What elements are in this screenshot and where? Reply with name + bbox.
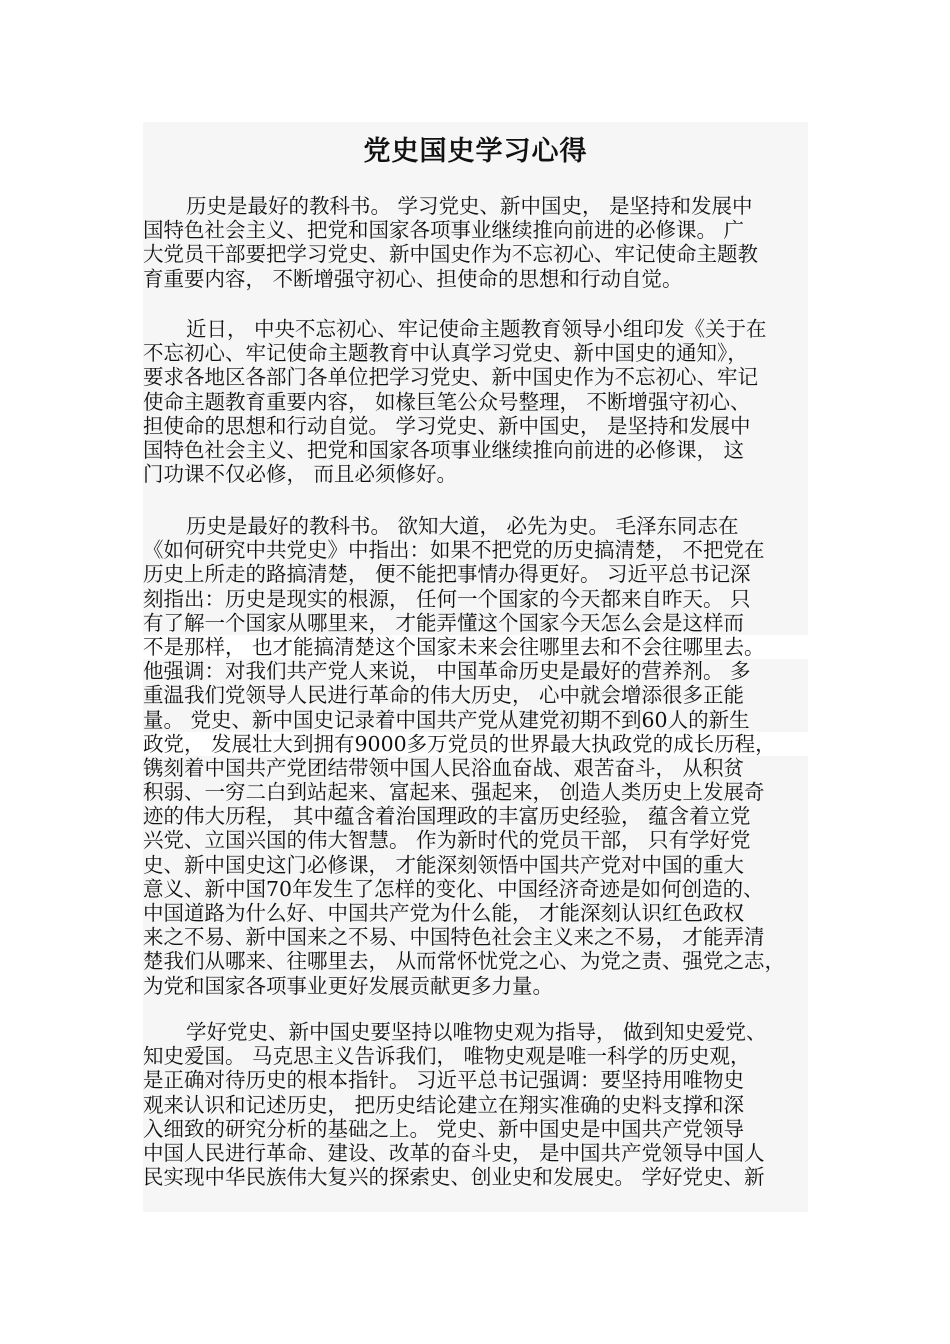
text-line: 育重要内容， 不断增强守初心、担使命的思想和行动自觉。 xyxy=(143,266,683,291)
text-line: 《如何研究中共党史》中指出：如果不把党的历史搞清楚， 不把党在 xyxy=(143,538,765,563)
text-line: 观来认识和记述历史， 把历史结论建立在翔实准确的史料支撑和深 xyxy=(143,1092,745,1117)
text-line: 他强调：对我们共产党人来说， 中国革命历史是最好的营养剂。 多 xyxy=(143,659,751,684)
text-line: 历史是最好的教科书。 欲知大道， 必先为史。 毛泽东同志在 xyxy=(186,514,739,538)
text-line: 知史爱国。 马克思主义告诉我们， 唯物史观是唯一科学的历史观， xyxy=(143,1044,751,1069)
text-line: 刻指出：历史是现实的根源， 任何一个国家的今天都来自昨天。 只 xyxy=(143,586,751,611)
text-line: 入细致的研究分析的基础之上。 党史、新中国史是中国共产党领导 xyxy=(143,1116,745,1141)
text-line: 国特色社会主义、把党和国家各项事业继续推向前进的必修课， 这 xyxy=(143,437,745,462)
text-line: 学好党史、新中国史要坚持以唯物史观为指导， 做到知史爱党、 xyxy=(186,1020,767,1044)
text-line: 量。 党史、新中国史记录着中国共产党从建党初期不到60人的新生 xyxy=(143,707,750,732)
text-line: 有了解一个国家从哪里来， 才能弄懂这个国家今天怎么会是这样而 xyxy=(143,610,745,635)
text-line: 中国道路为什么好、中国共产党为什么能， 才能深刻认识红色政权 xyxy=(143,901,745,925)
text-line: 不是那样， 也才能搞清楚这个国家未来会往哪里去和不会往哪里去。 xyxy=(143,635,808,659)
text-line: 为党和国家各项事业更好发展贡献更多力量。 xyxy=(143,973,553,998)
text-line: 使命主题教育重要内容， 如椽巨笔公众号整理， 不断增强守初心、 xyxy=(143,389,751,414)
text-line: 民实现中华民族伟大复兴的探索史、创业史和发展史。 学好党史、新 xyxy=(143,1165,765,1190)
text-line: 政党， 发展壮大到拥有9000多万党员的世界最大执政党的成长历程， xyxy=(143,732,808,756)
document-page xyxy=(143,122,808,1212)
text-line: 是正确对待历史的根本指针。 习近平总书记强调：要坚持用唯物史 xyxy=(143,1068,745,1093)
text-line: 楚我们从哪来、往哪里去， 从而常怀忧党之心、为党之责、强党之志， xyxy=(143,949,786,974)
text-line: 史、新中国史这门必修课， 才能深刻领悟中国共产党对中国的重大 xyxy=(143,852,745,877)
text-line: 意义、新中国70年发生了怎样的变化、中国经济奇迹是如何创造的、 xyxy=(143,876,764,901)
text-line: 要求各地区各部门各单位把学习党史、新中国史作为不忘初心、牢记 xyxy=(143,365,758,390)
text-line: 大党员干部要把学习党史、新中国史作为不忘初心、牢记使命主题教 xyxy=(143,242,758,267)
text-line: 担使命的思想和行动自觉。 学习党史、新中国史， 是坚持和发展中 xyxy=(143,413,751,438)
text-line: 兴党、立国兴国的伟大智慧。 作为新时代的党员干部， 只有学好党 xyxy=(143,828,751,853)
paragraph-3 xyxy=(143,514,808,998)
paragraph-2 xyxy=(143,317,808,486)
text-line: 中国人民进行革命、建设、改革的奋斗史， 是中国共产党领导中国人 xyxy=(143,1140,765,1165)
text-line: 历史上所走的路搞清楚， 便不能把事情办得更好。 习近平总书记深 xyxy=(143,562,751,587)
text-line: 镌刻着中国共产党团结带领中国人民浴血奋战、艰苦奋斗， 从积贫 xyxy=(143,755,745,780)
text-line: 近日， 中央不忘初心、牢记使命主题教育领导小组印发《关于在 xyxy=(186,317,767,341)
paragraph-1 xyxy=(143,194,808,291)
text-line: 积弱、一穷二白到站起来、富起来、强起来， 创造人类历史上发展奇 xyxy=(143,780,765,805)
text-line: 门功课不仅必修， 而且必须修好。 xyxy=(143,462,458,487)
text-line: 不忘初心、牢记使命主题教育中认真学习党史、新中国史的通知》， xyxy=(143,341,748,366)
text-line: 历史是最好的教科书。 学习党史、新中国史， 是坚持和发展中 xyxy=(186,194,753,218)
text-line: 迹的伟大历程， 其中蕴含着治国理政的丰富历史经验， 蕴含着立党 xyxy=(143,804,751,829)
paragraph-4 xyxy=(143,1020,808,1189)
text-line: 国特色社会主义、把党和国家各项事业继续推向前进的必修课。 广 xyxy=(143,218,745,243)
text-line: 来之不易、新中国来之不易、中国特色社会主义来之不易， 才能弄清 xyxy=(143,925,765,950)
text-line: 重温我们党领导人民进行革命的伟大历史， 心中就会增添很多正能 xyxy=(143,683,745,708)
document-title: 党史国史学习心得 xyxy=(363,136,588,167)
